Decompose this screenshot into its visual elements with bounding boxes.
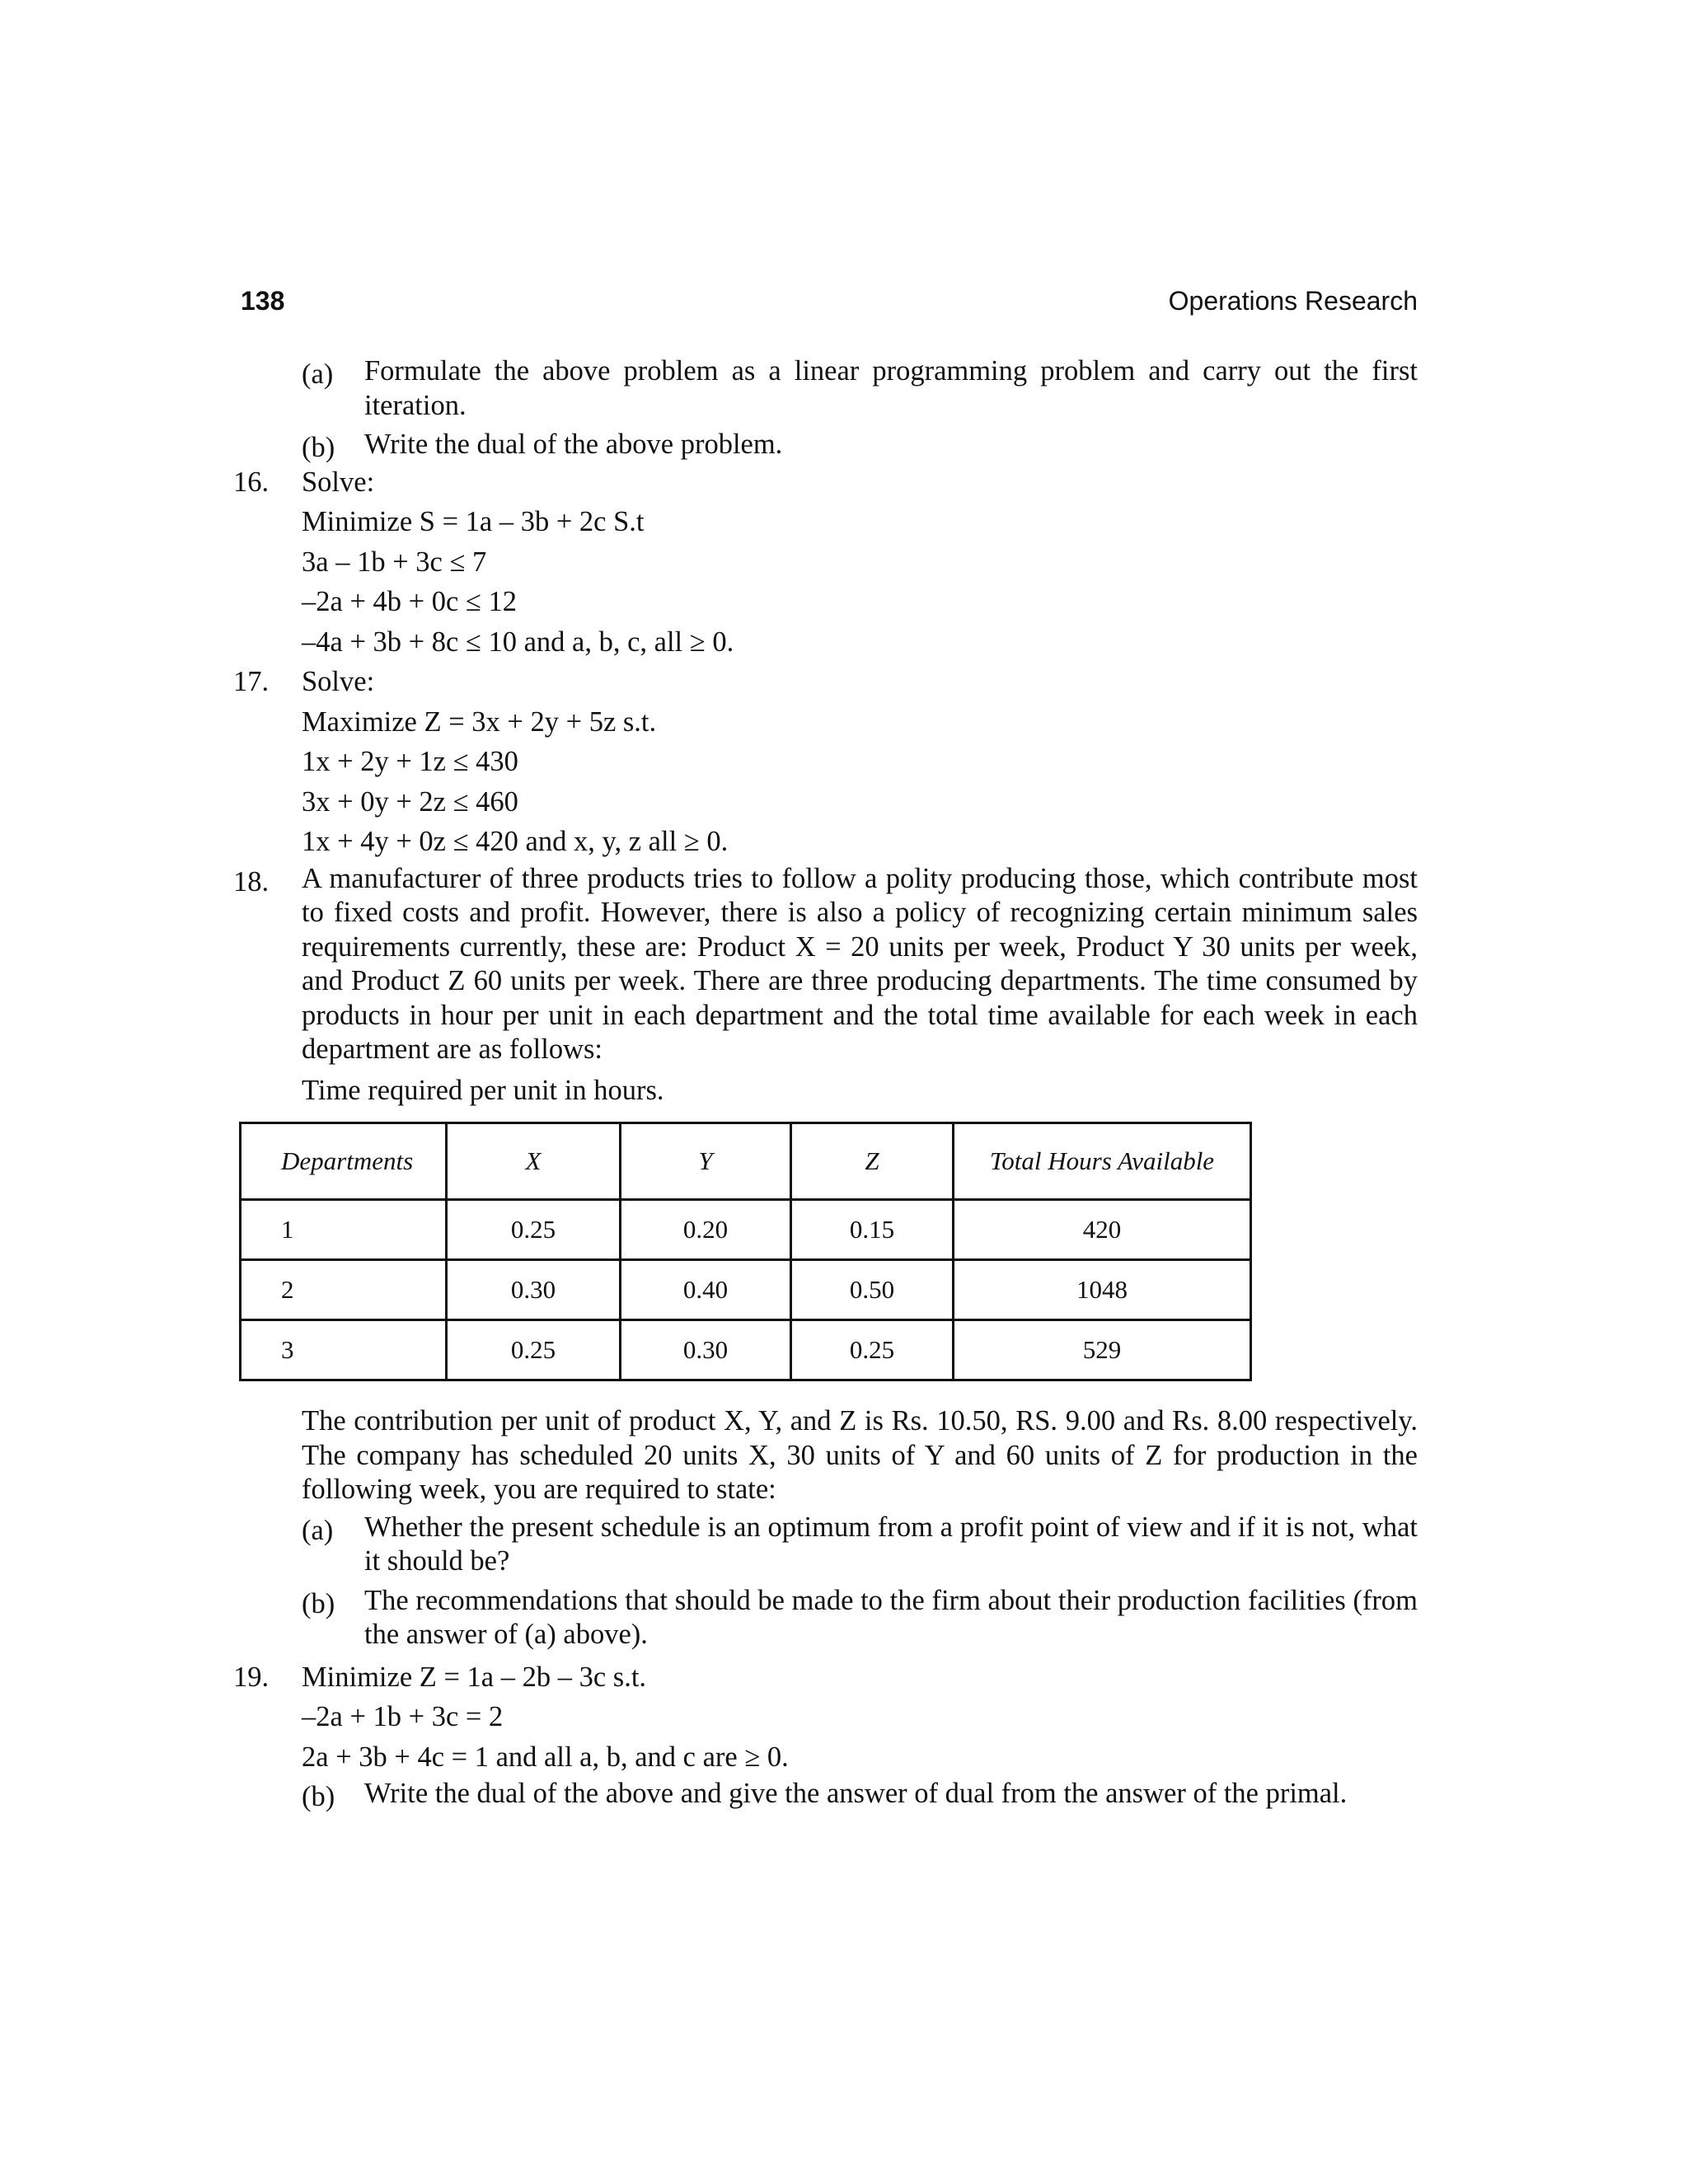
item-label: (b) (302, 1781, 335, 1812)
table-cell: 0.25 (447, 1200, 621, 1260)
time-table (239, 1122, 1252, 1381)
question-18-part-a (237, 1511, 1418, 1579)
table-cell: 0.50 (791, 1260, 954, 1320)
table-cell: 3 (241, 1320, 447, 1380)
table-row (241, 1260, 1251, 1320)
question-18-body (233, 862, 1418, 1067)
question-19-line-2: –2a + 1b + 3c = 2 (302, 1701, 504, 1732)
question-17-line-2: 1x + 2y + 1z ≤ 430 (302, 746, 518, 777)
question-16-line-3: –2a + 4b + 0c ≤ 12 (302, 586, 517, 617)
page-number: 138 (241, 286, 285, 316)
running-title: Operations Research (1168, 286, 1418, 316)
item-label: (b) (302, 1587, 335, 1619)
question-19-line-3: 2a + 3b + 4c = 1 and all a, b, and c are ≥ 0. (302, 1741, 789, 1773)
question-16-line-4: –4a + 3b + 8c ≤ 10 and a, b, c, all ≥ 0. (302, 626, 734, 658)
table-row (241, 1200, 1251, 1260)
question-number: 18. (233, 865, 270, 898)
item-b (302, 428, 1418, 462)
question-18-after-table: The contribution per unit of product X, Y, and Z is Rs. 10.50, RS. 9.00 and Rs. 8.00 respectively. The company has scheduled 20 units X, 30 units of Y and 60 units of Z for production in the following week, you are required to state: (302, 1405, 1418, 1505)
item-label: (a) (302, 1514, 334, 1546)
question-17-intro (233, 662, 1418, 702)
question-17-line-3: 3x + 0y + 2z ≤ 460 (302, 785, 518, 818)
table-cell: 0.25 (791, 1320, 954, 1380)
item-label: (a) (302, 359, 334, 390)
question-19-line-1 (233, 1657, 1418, 1698)
table-cell: 1 (241, 1200, 447, 1260)
page-header (241, 286, 1418, 322)
question-18-text: A manufacturer of three products tries to follow a polity producing those, which contribute most to fixed costs and profit. However, there is also a policy of recognizing certain minimum sales requirements currently, these are: Product X = 20 units per week, Product Y 30 units per week, and Product Z 60 units per week. There are three producing departments. The time consumed by products in hour per unit in each department and the total time available for each week in each department are as follows: (302, 862, 1418, 1065)
question-18 (233, 862, 1418, 1652)
table-header-cell: Departments (241, 1123, 447, 1200)
table-header-cell: X (447, 1123, 621, 1200)
table-cell: 0.15 (791, 1200, 954, 1260)
table-cell: 420 (954, 1200, 1251, 1260)
question-16-line-1: Minimize S = 1a – 3b + 2c S.t (302, 506, 645, 537)
table-cell: 0.30 (447, 1260, 621, 1320)
table-cell: 529 (954, 1320, 1251, 1380)
question-17-line-4: 1x + 4y + 0z ≤ 420 and x, y, z all ≥ 0. (302, 826, 729, 857)
table-header-row (241, 1123, 1251, 1200)
question-16 (233, 462, 1418, 663)
item-a (302, 354, 1418, 423)
question-16-line-2: 3a – 1b + 3c ≤ 7 (302, 546, 487, 578)
question-19-text: Minimize Z = 1a – 2b – 3c s.t. (302, 1661, 647, 1693)
question-intro: Solve: (302, 666, 375, 697)
question-number: 17. (233, 666, 270, 697)
table-cell: 2 (241, 1260, 447, 1320)
question-19 (233, 1657, 1418, 1812)
item-text: Formulate the above problem as a linear programming problem and carry out the first iteration. (364, 355, 1418, 421)
item-text: Whether the present schedule is an optimum from a profit point of view and if it is not, what it should be? (364, 1511, 1418, 1577)
table-header-cell: Y (621, 1123, 791, 1200)
question-17-line-1: Maximize Z = 3x + 2y + 5z s.t. (302, 705, 657, 738)
item-label: (b) (302, 432, 335, 463)
table-cell: 0.25 (447, 1320, 621, 1380)
question-number: 19. (233, 1661, 270, 1693)
question-18-part-b (237, 1584, 1418, 1652)
table-cell: 0.30 (621, 1320, 791, 1380)
question-number: 16. (233, 466, 270, 498)
table-row (241, 1320, 1251, 1380)
question-19-part-b (237, 1777, 1418, 1811)
table-cell: 1048 (954, 1260, 1251, 1320)
item-text: Write the dual of the above problem. (364, 429, 783, 460)
question-16-intro (233, 462, 1418, 503)
item-text: Write the dual of the above and give the answer of dual from the answer of the primal. (364, 1778, 1348, 1809)
page-body (233, 354, 1418, 1812)
table-header-cell: Z (791, 1123, 954, 1200)
table-cell: 0.40 (621, 1260, 791, 1320)
item-text: The recommendations that should be made to the firm about their production facilities (from the answer of (a) above). (364, 1584, 1418, 1650)
question-17 (233, 662, 1418, 862)
question-intro: Solve: (302, 466, 375, 498)
table-cell: 0.20 (621, 1200, 791, 1260)
table-caption: Time required per unit in hours. (302, 1074, 664, 1106)
table-header-cell: Total Hours Available (954, 1123, 1251, 1200)
